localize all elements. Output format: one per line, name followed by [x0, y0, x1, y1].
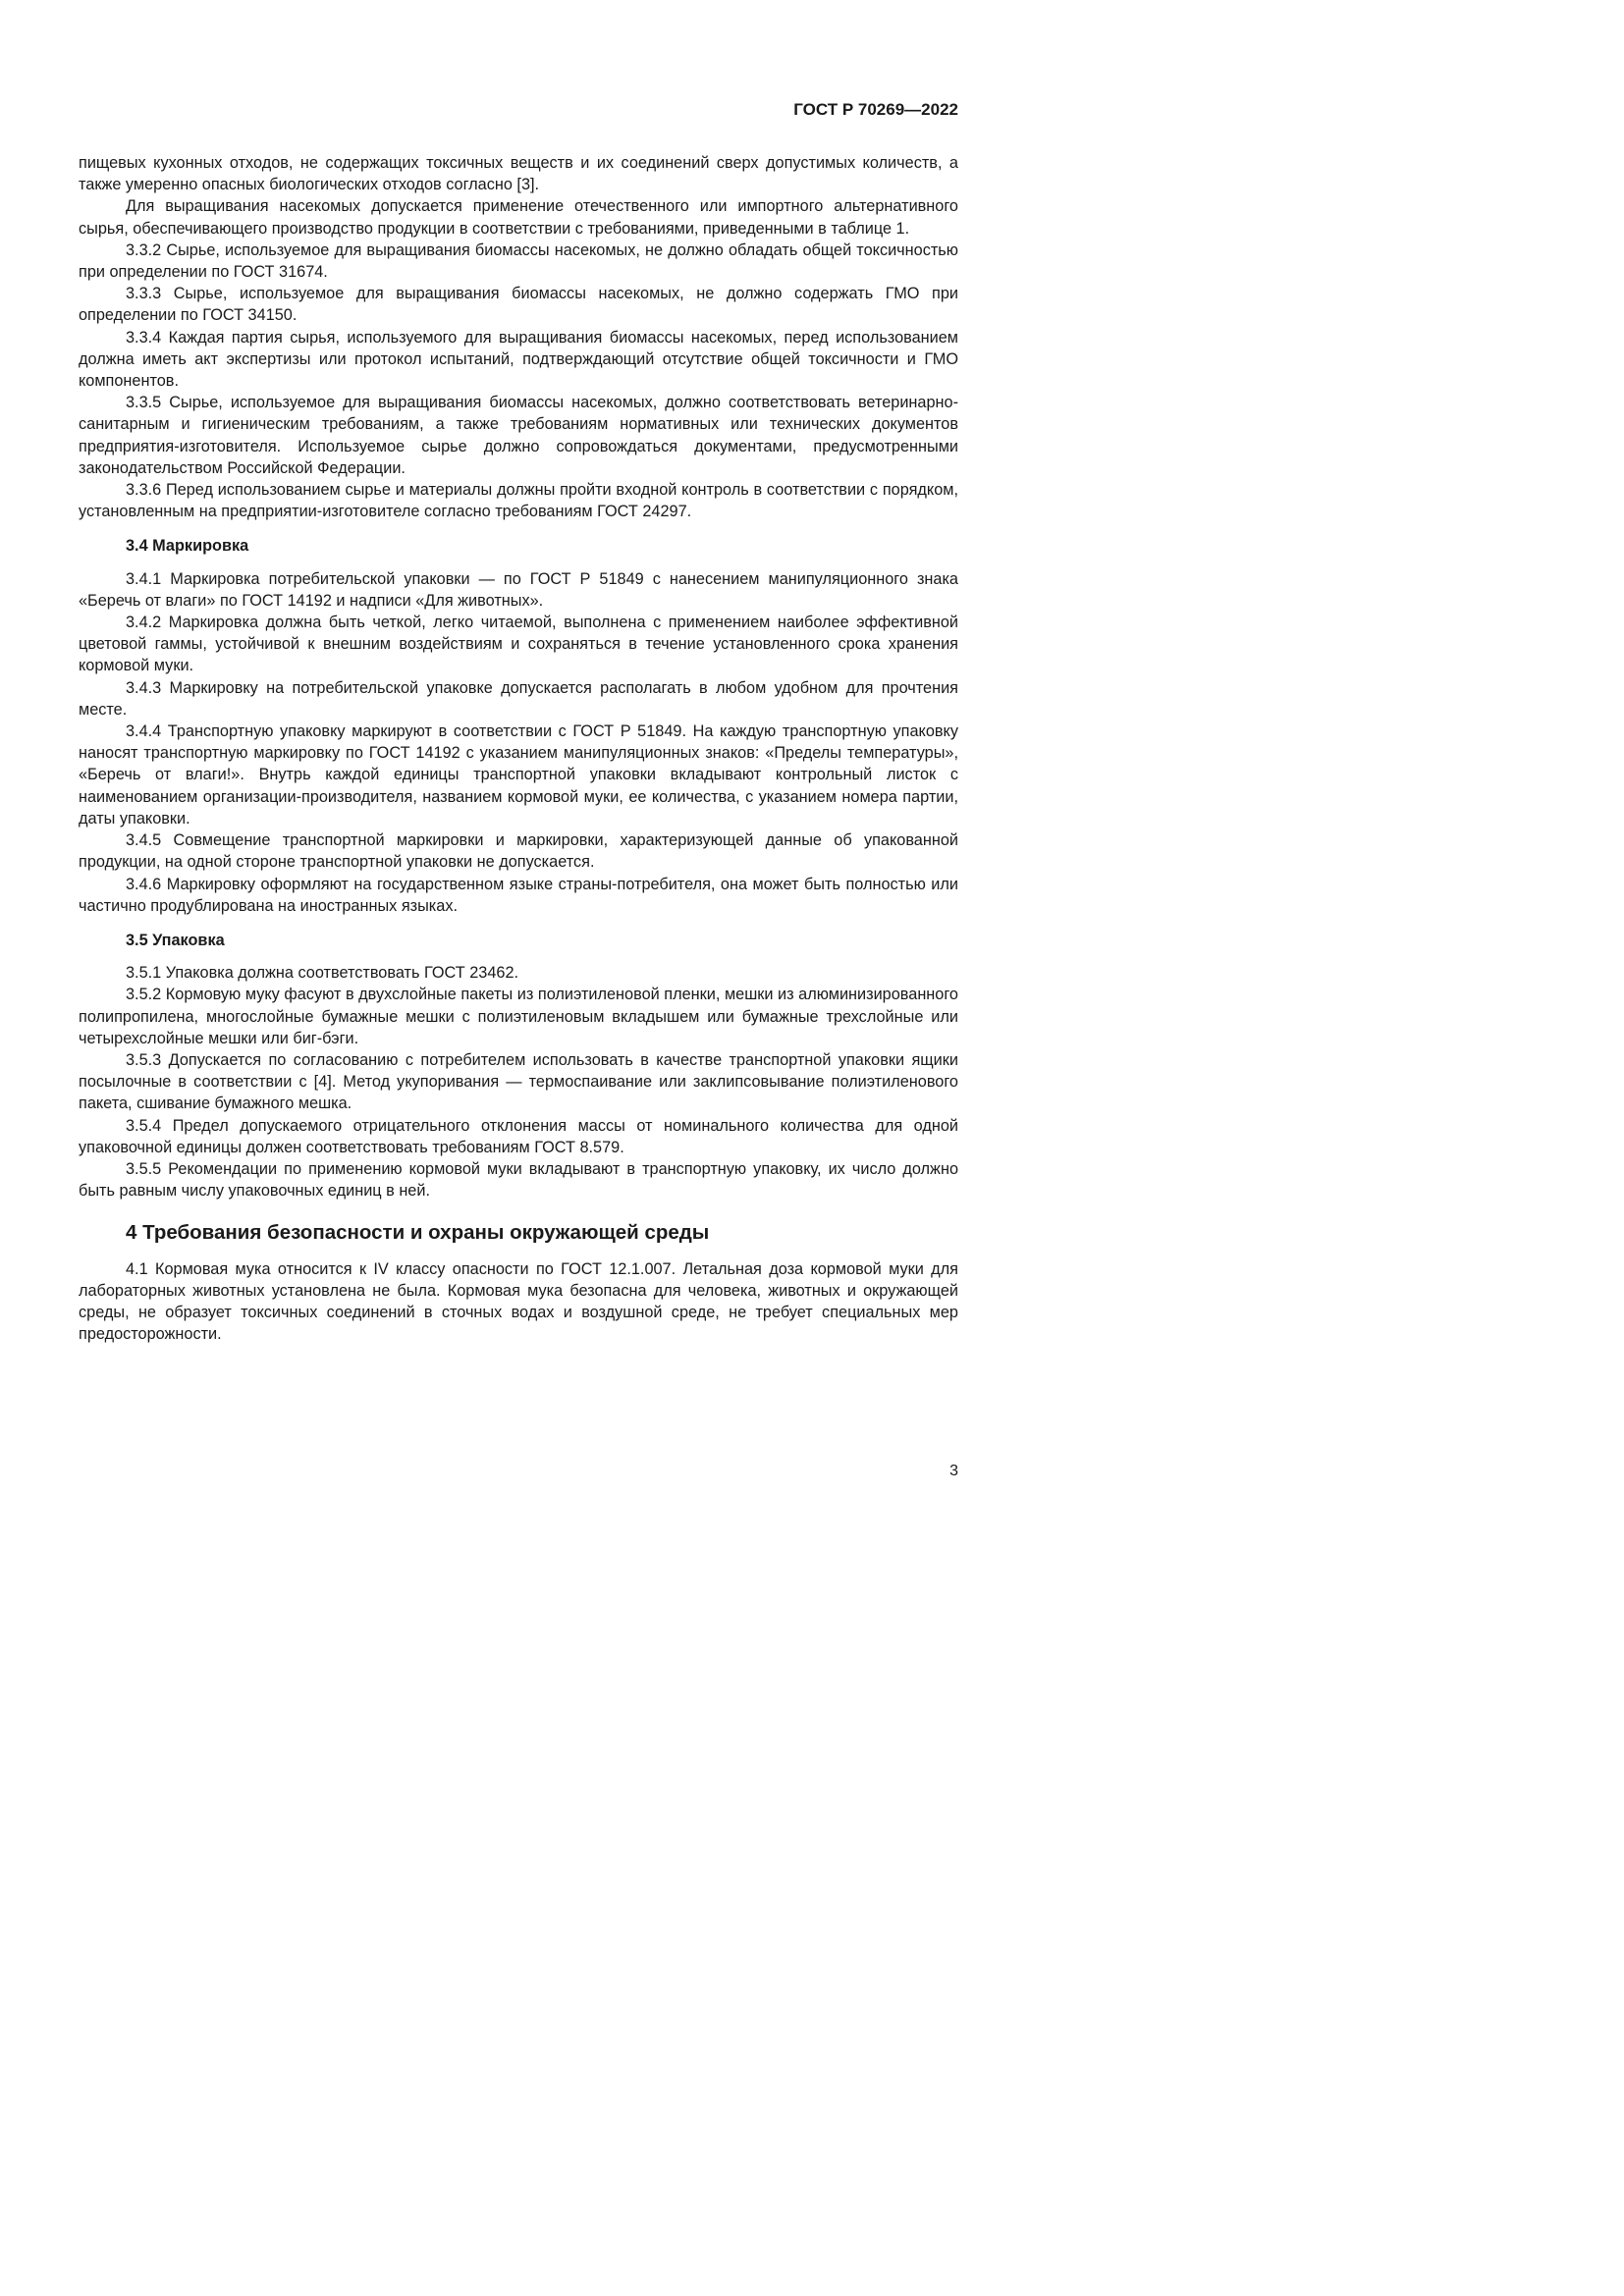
section-heading: 4 Требования безопасности и охраны окружающей среды — [126, 1221, 710, 1245]
subsection-heading: 3.5 Упаковка — [126, 931, 225, 949]
subsection-heading: 3.4 Маркировка — [126, 537, 249, 556]
paragraph: 3.3.5 Сырье, используемое для выращивания биомассы насекомых, должно соответствовать ветеринарно-санитарным и гигиеническим требованиям, а также требованиям нормативных или технических документов предприятия-изготовителя. Используемое сырье должно сопровождаться документами, предусмотренными законодательством Российской Федерации. — [79, 394, 958, 477]
paragraph: 3.4.1 Маркировка потребительской упаковки — по ГОСТ Р 51849 с нанесением манипуляционного знака «Беречь от влаги» по ГОСТ 14192 и надписи «Для животных». — [79, 569, 958, 610]
paragraph: 3.3.6 Перед использованием сырье и материалы должны пройти входной контроль в соответствии с порядком, установленным на предприятии-изготовителе согласно требованиям ГОСТ 24297. — [79, 481, 958, 521]
paragraph: 3.5.3 Допускается по согласованию с потребителем использовать в качестве транспортной упаковки ящики посылочные в соответствии с [4]. Метод укупоривания — термоспаивание или заклипсовывание полиэтиленового пакета, сшивание бумажного мешка. — [79, 1050, 958, 1113]
document-code: ГОСТ Р 70269—2022 — [793, 100, 958, 119]
paragraph: 4.1 Кормовая мука относится к IV классу опасности по ГОСТ 12.1.007. Летальная доза кормовой муки для лабораторных животных установлена не была. Кормовая мука безопасна для человека, животных и окружающей среды, не образует токсичных соединений в сточных водах и воздушной среде, не требует специальных мер предосторожности. — [79, 1259, 958, 1344]
paragraph: Для выращивания насекомых допускается применение отечественного или импортного альтернативного сырья, обеспечивающего производство продукции в соответствии с требованиями, приведенными в таблице 1. — [79, 197, 958, 238]
page-number: 3 — [949, 1463, 958, 1479]
paragraph: 3.5.1 Упаковка должна соответствовать ГОСТ 23462. — [126, 964, 519, 983]
paragraph: 3.3.4 Каждая партия сырья, используемого для выращивания биомассы насекомых, перед использованием должна иметь акт экспертизы или протокол испытаний, подтверждающий отсутствие общей токсичности и ГМО компонентов. — [79, 328, 958, 391]
paragraph: 3.3.2 Сырье, используемое для выращивания биомассы насекомых, не должно обладать общей токсичностью при определении по ГОСТ 31674. — [79, 240, 958, 282]
paragraph: пищевых кухонных отходов, не содержащих токсичных веществ и их соединений сверх допустимых количеств, а также умеренно опасных биологических отходов согласно [3]. — [79, 154, 958, 194]
paragraph: 3.4.3 Маркировку на потребительской упаковке допускается располагать в любом удобном для прочтения месте. — [79, 678, 958, 719]
paragraph: 3.4.2 Маркировка должна быть четкой, легко читаемой, выполнена с применением наиболее эффективной цветовой гаммы, устойчивой к внешним воздействиям и сохраняться в течение установленного срока хранения кормовой муки. — [79, 614, 958, 675]
paragraph: 3.4.5 Совмещение транспортной маркировки и маркировки, характеризующей данные об упакованной продукции, на одной стороне транспортной упаковки не допускается. — [79, 831, 958, 872]
paragraph: 3.5.4 Предел допускаемого отрицательного отклонения массы от номинального количества для одной упаковочной единицы должен соответствовать требованиям ГОСТ 8.579. — [79, 1116, 958, 1156]
paragraph: 3.5.2 Кормовую муку фасуют в двухслойные пакеты из полиэтиленовой пленки, мешки из алюминизированного полипропилена, многослойные бумажные мешки с полиэтиленовым вкладышем или бумажные трехслойные или четырехслойные мешки или биг-бэги. — [79, 986, 958, 1047]
paragraph: 3.5.5 Рекомендации по применению кормовой муки вкладывают в транспортную упаковку, их число должно быть равным числу упаковочных единиц в ней. — [79, 1159, 958, 1201]
document-body — [79, 152, 958, 1345]
paragraph: 3.4.6 Маркировку оформляют на государственном языке страны-потребителя, она может быть полностью или частично продублирована на иностранных языках. — [79, 875, 958, 915]
paragraph: 3.4.4 Транспортную упаковку маркируют в соответствии с ГОСТ Р 51849. На каждую транспортную упаковку наносят транспортную маркировку по ГОСТ 14192 с указанием манипуляционных знаков: «Пределы температуры», «Беречь от влаги!». Внутрь каждой единицы транспортной упаковки вкладывают контрольный листок с наименованием организации-производителя, названием кормовой муки, ее количества, с указанием номера партии, даты упаковки. — [79, 722, 958, 828]
paragraph: 3.3.3 Сырье, используемое для выращивания биомассы насекомых, не должно содержать ГМО при определении по ГОСТ 34150. — [79, 285, 958, 325]
